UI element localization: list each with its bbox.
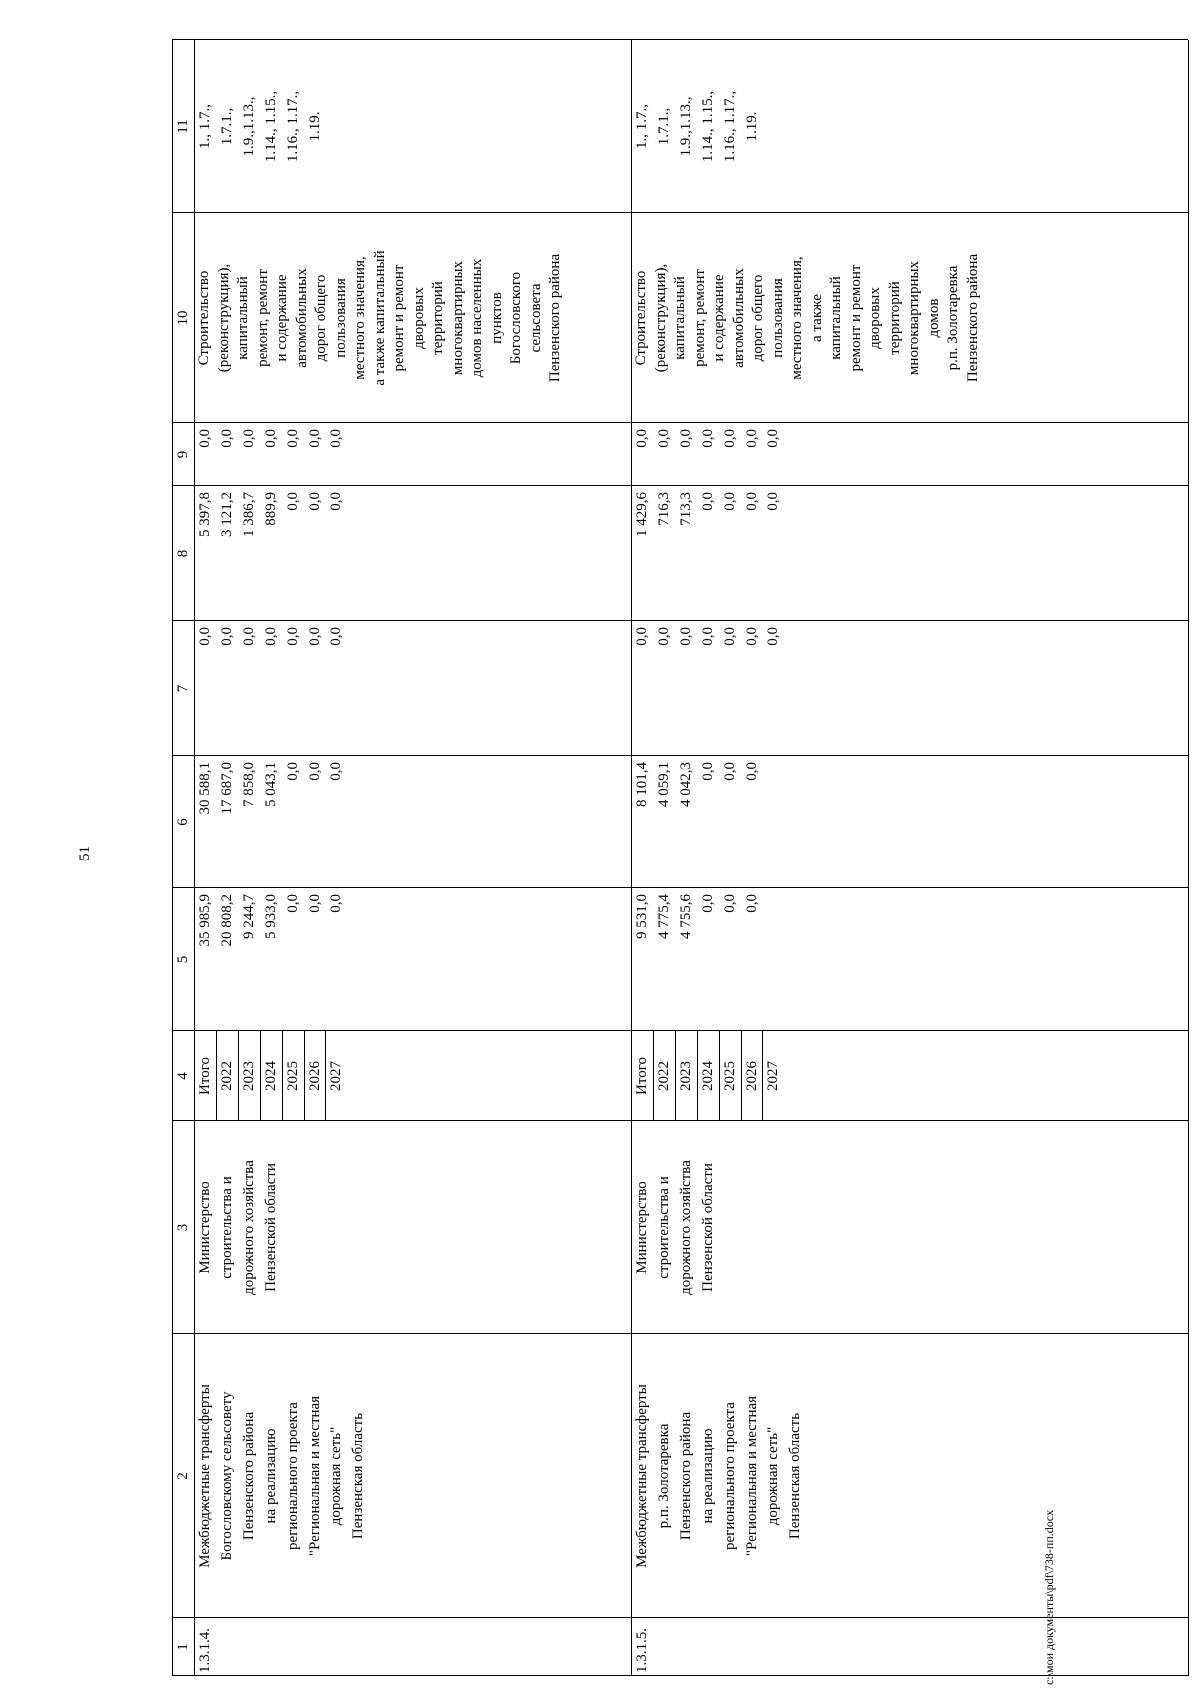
amount-cell-c6: 30 588,1 bbox=[197, 762, 213, 815]
amount-cell-c7: 0,0 bbox=[218, 627, 235, 646]
result-line: и содержание bbox=[711, 274, 727, 362]
amount-cell-c6: 0,0 bbox=[328, 762, 345, 781]
year-cell: 2026 bbox=[743, 1061, 760, 1091]
amount-cell-c8: 716,3 bbox=[655, 492, 672, 526]
amount-cell-c5: 0,0 bbox=[743, 894, 760, 913]
rotated-table bbox=[172, 40, 1188, 1676]
amount-cell-c6: 8 101,4 bbox=[634, 762, 650, 807]
program-name-line: Межбюджетные трансферты bbox=[634, 1384, 650, 1568]
amount-cell-c7: 0,0 bbox=[284, 627, 301, 646]
amount-cell-c9: 0,0 bbox=[743, 429, 760, 448]
year-cell: Итого bbox=[197, 1057, 213, 1095]
result-line: Строительство bbox=[633, 270, 649, 366]
year-cell: 2024 bbox=[262, 1061, 279, 1091]
indicator-line: 1.14., 1.15., bbox=[262, 90, 279, 163]
result-line: пользования bbox=[332, 278, 349, 358]
result-line: территорий bbox=[886, 281, 903, 355]
program-name-line: Пензенского района bbox=[677, 1411, 694, 1541]
table-border-top bbox=[172, 40, 173, 1676]
program-name-line: дорожная сеть" bbox=[328, 1426, 345, 1526]
result-line: многоквартирных bbox=[906, 260, 922, 376]
result-line: (реконструкция), bbox=[652, 263, 669, 373]
amount-cell-c5: 0,0 bbox=[721, 894, 738, 913]
program-name-line: р.п. Золотаревка bbox=[655, 1423, 672, 1529]
amount-cell-c6: 4 059,1 bbox=[655, 762, 672, 807]
amount-cell-c6: 17 687,0 bbox=[218, 762, 235, 815]
result-line: пунктов bbox=[488, 292, 505, 344]
program-name-line: Богословскому сельсовету bbox=[218, 1391, 235, 1561]
result-line: дворовых bbox=[410, 287, 427, 349]
column-header-1: 1 bbox=[175, 1643, 191, 1651]
result-line: и содержание bbox=[274, 274, 290, 362]
indicator-line: 1.19. bbox=[306, 111, 323, 142]
indicator-line: 1.14., 1.15., bbox=[699, 90, 716, 163]
amount-cell-c5: 0,0 bbox=[699, 894, 716, 913]
amount-cell-c9: 0,0 bbox=[655, 429, 672, 448]
result-line: Пензенского района bbox=[547, 253, 563, 383]
amount-cell-c5: 35 985,9 bbox=[197, 894, 213, 947]
column-header-2: 2 bbox=[175, 1472, 191, 1480]
amount-cell-c7: 0,0 bbox=[765, 627, 782, 646]
year-cell: 2023 bbox=[240, 1061, 257, 1091]
amount-cell-c7: 0,0 bbox=[328, 627, 345, 646]
amount-cell-c8: 1 429,6 bbox=[634, 492, 650, 537]
amount-cell-c7: 0,0 bbox=[655, 627, 672, 646]
amount-cell-c5: 0,0 bbox=[328, 894, 345, 913]
amount-cell-c6: 0,0 bbox=[721, 762, 738, 781]
program-name-line: Пензенского района bbox=[240, 1411, 257, 1541]
amount-cell-c8: 3 121,2 bbox=[218, 492, 235, 537]
result-line: Строительство bbox=[196, 270, 212, 366]
amount-cell-c7: 0,0 bbox=[634, 627, 650, 646]
executor-line: Министерство bbox=[634, 1181, 650, 1274]
program-name-line: "Региональная и местная bbox=[306, 1395, 323, 1557]
program-name-line: Пензенская область bbox=[350, 1412, 367, 1540]
indicator-line: 1.7.1., bbox=[655, 107, 672, 146]
amount-cell-c7: 0,0 bbox=[262, 627, 279, 646]
column-header-4: 4 bbox=[175, 1072, 191, 1080]
column-header-3: 3 bbox=[175, 1223, 191, 1232]
program-name-line: регионального проекта bbox=[284, 1402, 301, 1550]
program-name-line: на реализацию bbox=[699, 1428, 716, 1524]
row-number: 1.3.1.5. bbox=[634, 1628, 650, 1673]
result-line: ремонт и ремонт bbox=[391, 264, 407, 372]
amount-cell-c5: 0,0 bbox=[284, 894, 301, 913]
year-cell: 2022 bbox=[218, 1061, 235, 1091]
indicator-line: 1.9.,1.13., bbox=[677, 96, 694, 157]
amount-cell-c8: 713,3 bbox=[677, 492, 694, 526]
year-row-separator bbox=[325, 1031, 326, 1121]
row-number: 1.3.1.4. bbox=[197, 1628, 213, 1673]
amount-cell-c8: 0,0 bbox=[306, 492, 323, 511]
result-line: многоквартирных bbox=[449, 260, 466, 376]
amount-cell-c7: 0,0 bbox=[240, 627, 257, 646]
program-name-line: на реализацию bbox=[262, 1428, 279, 1524]
executor-line: строительства и bbox=[655, 1176, 672, 1279]
result-line: дорог общего bbox=[750, 274, 766, 362]
table-border-bottom bbox=[1188, 40, 1189, 1676]
amount-cell-c8: 0,0 bbox=[721, 492, 738, 511]
executor-line: дорожного хозяйства bbox=[240, 1160, 257, 1295]
indicator-line: 1., 1.7., bbox=[197, 104, 213, 149]
program-name-line: Межбюджетные трансферты bbox=[197, 1384, 213, 1568]
amount-cell-c9: 0,0 bbox=[262, 429, 279, 448]
result-line: автомобильных bbox=[293, 268, 310, 368]
amount-cell-c5: 9 531,0 bbox=[634, 894, 650, 939]
result-line: (реконструкция), bbox=[215, 263, 232, 373]
result-line: сельсовета bbox=[527, 283, 544, 353]
amount-cell-c9: 0,0 bbox=[197, 429, 213, 448]
amount-cell-c8: 0,0 bbox=[699, 492, 716, 511]
year-cell: Итого bbox=[634, 1057, 650, 1095]
year-row-separator bbox=[304, 1031, 305, 1121]
year-row-separator bbox=[719, 1031, 720, 1121]
year-cell: 2025 bbox=[284, 1061, 301, 1091]
amount-cell-c6: 5 043,1 bbox=[262, 762, 279, 807]
result-line: ремонт, ремонт bbox=[254, 269, 271, 367]
result-line: капитальный bbox=[672, 276, 688, 360]
column-header-10: 10 bbox=[175, 310, 191, 326]
result-line: территорий bbox=[430, 281, 446, 355]
amount-cell-c9: 0,0 bbox=[634, 429, 650, 448]
result-line: ремонт, ремонт bbox=[691, 269, 708, 367]
indicator-line: 1.16., 1.17., bbox=[721, 90, 738, 163]
amount-cell-c9: 0,0 bbox=[765, 429, 782, 448]
amount-cell-c5: 4 755,6 bbox=[677, 894, 694, 939]
program-name-line: регионального проекта bbox=[721, 1402, 738, 1550]
year-row-separator bbox=[260, 1031, 261, 1121]
result-line: а также bbox=[808, 294, 825, 342]
indicator-line: 1.19. bbox=[743, 111, 760, 142]
year-row-separator bbox=[762, 1031, 763, 1121]
result-line: домов населенных bbox=[469, 258, 485, 378]
program-name-line: Пензенская область bbox=[787, 1412, 804, 1540]
amount-cell-c7: 0,0 bbox=[699, 627, 716, 646]
column-line-0 bbox=[172, 1675, 1188, 1676]
amount-cell-c5: 20 808,2 bbox=[218, 894, 235, 947]
amount-cell-c9: 0,0 bbox=[284, 429, 301, 448]
amount-cell-c9: 0,0 bbox=[677, 429, 694, 448]
year-cell: 2026 bbox=[306, 1061, 323, 1091]
result-line: дворовых bbox=[867, 287, 883, 349]
result-line: Богословского bbox=[508, 271, 524, 365]
amount-cell-c6: 4 042,3 bbox=[677, 762, 694, 807]
amount-cell-c5: 5 933,0 bbox=[262, 894, 279, 939]
indicator-line: 1., 1.7., bbox=[634, 104, 650, 149]
indicator-line: 1.9.,1.13., bbox=[240, 96, 257, 157]
amount-cell-c8: 0,0 bbox=[328, 492, 345, 511]
amount-cell-c7: 0,0 bbox=[306, 627, 323, 646]
amount-cell-c9: 0,0 bbox=[218, 429, 235, 448]
year-cell: 2024 bbox=[699, 1061, 716, 1091]
year-cell: 2023 bbox=[677, 1061, 694, 1091]
amount-cell-c6: 7 858,0 bbox=[240, 762, 257, 807]
result-line: пользования bbox=[769, 278, 786, 358]
amount-cell-c8: 0,0 bbox=[743, 492, 760, 511]
column-header-9: 9 bbox=[175, 450, 191, 459]
year-row-separator bbox=[238, 1031, 239, 1121]
footer-path: c:\мои документы\pdf\738-пп.docx bbox=[1042, 1509, 1056, 1685]
result-line: а также капитальный bbox=[371, 250, 388, 386]
amount-cell-c7: 0,0 bbox=[721, 627, 738, 646]
amount-cell-c8: 0,0 bbox=[284, 492, 301, 511]
executor-line: Пензенской области bbox=[699, 1163, 716, 1292]
indicator-line: 1.7.1., bbox=[218, 107, 235, 146]
result-line: местного значения, bbox=[789, 256, 805, 380]
amount-cell-c7: 0,0 bbox=[197, 627, 213, 646]
amount-cell-c7: 0,0 bbox=[743, 627, 760, 646]
amount-cell-c5: 4 775,4 bbox=[655, 894, 672, 939]
result-line: автомобильных bbox=[730, 268, 747, 368]
result-line: Пензенского района bbox=[964, 253, 981, 383]
result-line: ремонт и ремонт bbox=[847, 264, 864, 372]
amount-cell-c8: 889,9 bbox=[262, 492, 279, 526]
program-name-line: дорожная сеть" bbox=[765, 1426, 782, 1526]
column-header-7: 7 bbox=[175, 684, 191, 693]
amount-cell-c6: 0,0 bbox=[306, 762, 323, 781]
column-header-6: 6 bbox=[175, 818, 191, 826]
result-line: местного значения, bbox=[352, 256, 368, 380]
amount-cell-c5: 9 244,7 bbox=[240, 894, 257, 939]
amount-cell-c6: 0,0 bbox=[743, 762, 760, 781]
year-cell: 2027 bbox=[765, 1061, 782, 1091]
amount-cell-c9: 0,0 bbox=[328, 429, 345, 448]
result-line: р.п. Золотаревка bbox=[945, 265, 961, 371]
year-row-separator bbox=[653, 1031, 654, 1121]
result-line: домов bbox=[925, 298, 942, 338]
amount-cell-c8: 5 397,8 bbox=[197, 492, 213, 537]
column-header-8: 8 bbox=[175, 549, 191, 558]
year-cell: 2025 bbox=[721, 1061, 738, 1091]
amount-cell-c6: 0,0 bbox=[699, 762, 716, 781]
year-row-separator bbox=[697, 1031, 698, 1121]
program-name-line: "Региональная и местная bbox=[743, 1395, 760, 1557]
result-line: капитальный bbox=[828, 276, 844, 360]
executor-line: Пензенской области bbox=[262, 1163, 279, 1292]
amount-cell-c9: 0,0 bbox=[699, 429, 716, 448]
amount-cell-c8: 0,0 bbox=[765, 492, 782, 511]
amount-cell-c7: 0,0 bbox=[677, 627, 694, 646]
result-line: дорог общего bbox=[313, 274, 329, 362]
year-row-separator bbox=[741, 1031, 742, 1121]
column-header-5: 5 bbox=[175, 955, 191, 964]
year-cell: 2027 bbox=[328, 1061, 345, 1091]
executor-line: Министерство bbox=[197, 1181, 213, 1274]
amount-cell-c9: 0,0 bbox=[240, 429, 257, 448]
executor-line: дорожного хозяйства bbox=[677, 1160, 694, 1295]
year-row-separator bbox=[216, 1031, 217, 1121]
amount-cell-c9: 0,0 bbox=[721, 429, 738, 448]
year-cell: 2022 bbox=[655, 1061, 672, 1091]
column-header-11: 11 bbox=[175, 119, 191, 134]
amount-cell-c5: 0,0 bbox=[306, 894, 323, 913]
indicator-line: 1.16., 1.17., bbox=[284, 90, 301, 163]
executor-line: строительства и bbox=[218, 1176, 235, 1279]
page-number: 51 bbox=[77, 846, 93, 861]
year-row-separator bbox=[282, 1031, 283, 1121]
amount-cell-c8: 1 386,7 bbox=[240, 492, 257, 537]
year-row-separator bbox=[675, 1031, 676, 1121]
amount-cell-c6: 0,0 bbox=[284, 762, 301, 781]
amount-cell-c9: 0,0 bbox=[306, 429, 323, 448]
result-line: капитальный bbox=[235, 276, 251, 360]
